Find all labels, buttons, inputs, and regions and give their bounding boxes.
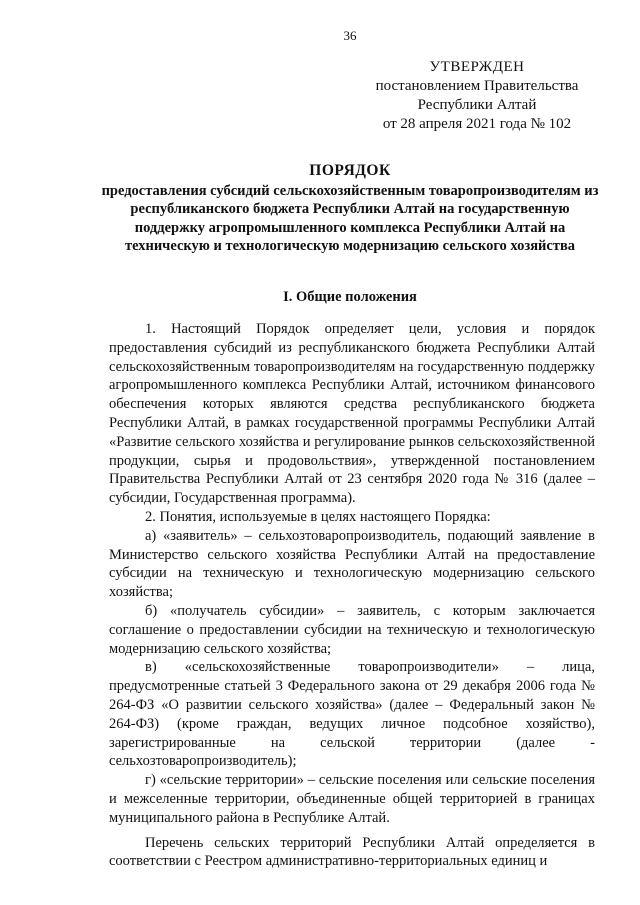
title-main: ПОРЯДОК bbox=[309, 162, 391, 179]
document-body bbox=[109, 320, 595, 871]
paragraph-7: Перечень сельских территорий Республики Алтай определяется в соответствии с Реестром административно-территориальных единиц и bbox=[109, 834, 595, 870]
paragraph-2: 2. Понятия, используемые в целях настоящего Порядка: bbox=[145, 508, 491, 525]
paragraph-5: в) «сельскохозяйственные товаропроизводители» – лица, предусмотренные статьей 3 Федерального закона от 29 декабря 2006 года № 264-ФЗ «О развитии сельского хозяйства» (далее – Федеральный закон № 264-ФЗ) (кроме граждан, ведущих личное подсобное хозяйство), зарегистрированные на сельской территории (далее - сельхозтоваропроизводитель); bbox=[109, 659, 595, 770]
paragraph-1: 1. Настоящий Порядок определяет цели, условия и порядок предоставления субсидий из республиканского бюджета Республики Алтай сельскохозяйственным товаропроизводителям на государственную поддержку агропромышленного комплекса Республики Алтай, источником финансового обеспечения которых являются средства республиканского бюджета Республики Алтай, в рамках государственной программы Республики Алтай «Развитие сельского хозяйства и регулирование рынков сельскохозяйственной продукции, сырья и продовольствия», утвержденной постановлением Правительства Республики Алтай от 23 сентября 2020 года № 316 (далее – субсидии, Государственная программа). bbox=[109, 321, 595, 507]
approval-stamp bbox=[352, 58, 602, 134]
paragraph-3: а) «заявитель» – сельхозтоваропроизводитель, подающий заявление в Министерство сельского хозяйства Республики Алтай на предоставление субсидии на техническую и технологическую модернизацию сельского хозяйства; bbox=[109, 527, 595, 601]
approval-line-3: от 28 апреля 2021 года № 102 bbox=[382, 116, 572, 132]
section-heading: I. Общие положения bbox=[283, 289, 417, 305]
approved-label: УТВЕРЖДЕН bbox=[429, 59, 525, 75]
page-number: 36 bbox=[343, 28, 357, 43]
title-subtitle: предоставления субсидий сельскохозяйственным товаропроизводителям из республиканского бюджета Республики Алтай на государственную поддержку агропромышленного комплекса Республики Алтай на техническую и технологическую модернизацию сельского хозяйства bbox=[101, 182, 599, 254]
document-title bbox=[100, 162, 600, 256]
approval-line-2: Республики Алтай bbox=[417, 97, 537, 113]
paragraph-6: г) «сельские территории» – сельские поселения или сельские поселения и межселенные территории, объединенные общей территорией в границах муниципального района в Республике Алтай. bbox=[109, 772, 595, 826]
paragraph-4: б) «получатель субсидии» – заявитель, с которым заключается соглашение о предоставлении субсидии на техническую и технологическую модернизацию сельского хозяйства; bbox=[109, 602, 595, 657]
approval-line-1: постановлением Правительства bbox=[375, 78, 579, 94]
